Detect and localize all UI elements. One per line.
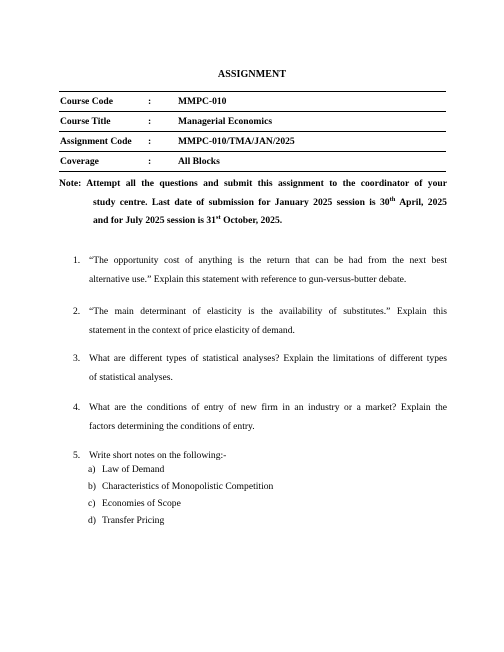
sub-item-letter: a) (88, 464, 96, 475)
question-text-line: Write short notes on the following:- (89, 450, 227, 461)
course-code-row (59, 92, 446, 112)
note-line-2-end: April, 2025 (395, 196, 447, 208)
question-text-line: “The opportunity cost of anything is the return that can be had from the next best (89, 255, 447, 266)
course-title-colon: : (148, 116, 152, 127)
coverage-row (59, 152, 446, 172)
course-title-value: Managerial Economics (178, 116, 273, 127)
sub-item-text: Economies of Scope (102, 498, 181, 509)
note-line-1: Note: Attempt all the questions and submit this assignment to the coordinator of your (59, 178, 447, 189)
assignment-code-value: MMPC-010/TMA/JAN/2025 (178, 136, 295, 147)
question-text-line: statement in the context of price elasticity of demand. (89, 324, 295, 336)
sub-item-letter: d) (88, 515, 96, 526)
course-code-colon: : (148, 96, 152, 107)
question-number: 1. (73, 255, 81, 266)
question-number: 5. (73, 450, 81, 461)
question-text-line: What are the conditions of entry of new firm in an industry or a market? Explain the (89, 402, 447, 413)
note-line-3 (93, 212, 282, 231)
question-number: 3. (73, 353, 81, 364)
page-title: ASSIGNMENT (217, 69, 287, 80)
assignment-code-label: Assignment Code (60, 136, 132, 147)
sub-item-text: Transfer Pricing (102, 515, 165, 526)
note-line-2-text: study centre. Last date of submission for January 2025 session is 30 (93, 196, 390, 208)
question-text-line: of statistical analyses. (89, 371, 173, 383)
assignment-code-colon: : (148, 136, 152, 147)
note-line-3-end: October, 2025. (220, 215, 283, 226)
sub-item-text: Characteristics of Monopolistic Competition (102, 481, 274, 492)
sub-item-letter: b) (88, 481, 96, 492)
question-text-line: “The main determinant of elasticity is the availability of substitutes.” Explain this (89, 306, 447, 317)
question-text-line: What are different types of statistical analyses? Explain the limitations of different types (89, 353, 447, 364)
note-line-3-text: and for July 2025 session is 31 (93, 215, 216, 226)
coverage-label: Coverage (60, 156, 99, 167)
course-code-value: MMPC-010 (178, 96, 227, 107)
note-line-2 (93, 194, 447, 213)
course-title-label: Course Title (60, 116, 111, 127)
course-code-label: Course Code (60, 96, 114, 107)
sub-item-text: Law of Demand (102, 464, 165, 475)
note-line-2-sup: th (389, 195, 396, 203)
coverage-colon: : (148, 156, 152, 167)
question-text-line: alternative use.” Explain this statement with reference to gun-versus-butter debate. (89, 273, 407, 285)
course-title-row (59, 112, 446, 132)
assignment-code-row (59, 132, 446, 152)
question-number: 4. (73, 402, 81, 413)
course-info-table (59, 91, 446, 172)
sub-item-letter: c) (88, 498, 96, 509)
note-line-3-sup: st (215, 214, 221, 221)
coverage-value: All Blocks (178, 156, 220, 167)
question-text-line: factors determining the conditions of entry. (89, 420, 255, 432)
question-number: 2. (73, 306, 81, 317)
